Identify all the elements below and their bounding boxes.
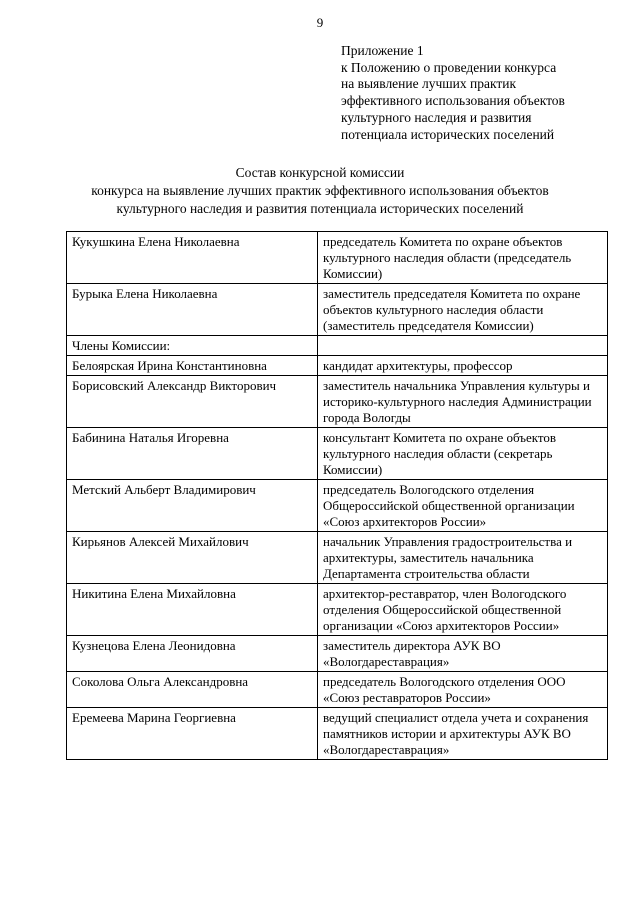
table-row (67, 480, 608, 532)
page-number: 9 (316, 15, 324, 30)
member-name: Кузнецова Елена Леонидовна (67, 636, 318, 672)
table-row (67, 376, 608, 428)
member-role: консультант Комитета по охране объектов культурного наследия области (секретарь Комиссии) (318, 428, 608, 480)
member-name: Бабинина Наталья Игоревна (67, 428, 318, 480)
member-role: заместитель председателя Комитета по охране объектов культурного наследия области (заместитель председателя Комиссии) (318, 284, 608, 336)
member-name: Бурыка Елена Николаевна (67, 284, 318, 336)
member-role: кандидат архитектуры, профессор (318, 356, 608, 376)
appendix-line: на выявление лучших практик (341, 76, 517, 92)
appendix-line: культурного наследия и развития (341, 109, 532, 125)
table-row (67, 356, 608, 376)
table-row (67, 636, 608, 672)
table-row (67, 708, 608, 760)
document-subtitle-line: конкурса на выявление лучших практик эффективного использования объектов (91, 183, 549, 198)
member-role: начальник Управления градостроительства и архитектуры, заместитель начальника Департамента строительства области (318, 532, 608, 584)
member-role: архитектор-реставратор, член Вологодского отделения Общероссийской общественной организации «Союз архитекторов России» (318, 584, 608, 636)
table-row (67, 232, 608, 284)
document-subtitle-line: культурного наследия и развития потенциала исторических поселений (116, 201, 524, 216)
member-name: Белоярская Ирина Константиновна (67, 356, 318, 376)
member-name: Кукушкина Елена Николаевна (67, 232, 318, 284)
appendix-header (341, 43, 626, 143)
table-row (67, 584, 608, 636)
member-role: председатель Вологодского отделения ООО «Союз реставраторов России» (318, 672, 608, 708)
member-role: председатель Комитета по охране объектов культурного наследия области (председатель Комиссии) (318, 232, 608, 284)
member-name: Еремеева Марина Георгиевна (67, 708, 318, 760)
appendix-line: к Положению о проведении конкурса (341, 59, 557, 75)
member-role: ведущий специалист отдела учета и сохранения памятников истории и архитектуры АУК ВО «Вологдареставрация» (318, 708, 608, 760)
document-title: Состав конкурсной комиссии (235, 165, 405, 180)
member-role: председатель Вологодского отделения Общероссийской общественной организации «Союз архитекторов России» (318, 480, 608, 532)
table-row (67, 532, 608, 584)
member-name: Соколова Ольга Александровна (67, 672, 318, 708)
table-row (67, 428, 608, 480)
member-name: Метский Альберт Владимирович (67, 480, 318, 532)
member-role (318, 336, 608, 356)
member-role: заместитель директора АУК ВО «Вологдареставрация» (318, 636, 608, 672)
appendix-line: эффективного использования объектов (341, 93, 565, 109)
member-name: Борисовский Александр Викторович (67, 376, 318, 428)
appendix-line: Приложение 1 (341, 43, 424, 58)
table-row (67, 284, 608, 336)
commission-table (66, 231, 608, 760)
section-label: Члены Комиссии: (67, 336, 318, 356)
member-name: Никитина Елена Михайловна (67, 584, 318, 636)
table-row (67, 672, 608, 708)
appendix-line: потенциала исторических поселений (341, 126, 555, 142)
table-row (67, 336, 608, 356)
member-role: заместитель начальника Управления культуры и историко-культурного наследия Администрации города Вологды (318, 376, 608, 428)
member-name: Кирьянов Алексей Михайлович (67, 532, 318, 584)
